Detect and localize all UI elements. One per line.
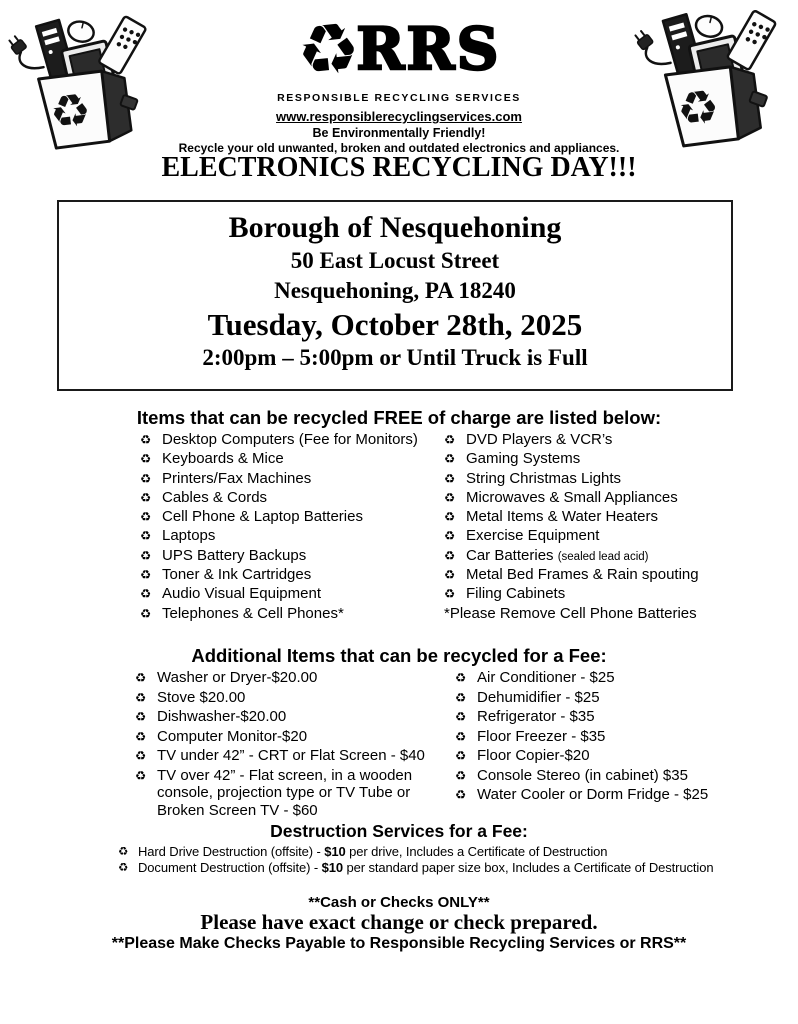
fee-list-item [455,728,785,748]
item-text: Keyboards & Mice [162,450,284,468]
free-items-heading: Items that can be recycled FREE of charge are listed below: [136,407,662,428]
ewaste-bin-icon [628,0,788,152]
recycle-bullet-icon: ♻ [140,605,152,621]
item-text: Dishwasher-$20.00 [157,708,287,725]
event-time: 2:00pm – 5:00pm or Until Truck is Full [202,344,588,370]
free-list-item [444,566,778,585]
event-date: Tuesday, October 28th, 2025 [207,306,583,342]
fee-items-heading: Additional Items that can be recycled for a Fee: [191,645,607,666]
recycle-bullet-icon: ♻ [455,689,467,705]
free-list-item [444,547,778,566]
logo-brand: RRS [356,15,501,84]
recycle-bullet-icon: ♻ [118,844,129,858]
fee-list-item [135,728,447,748]
exact-change-line: Please have exact change or check prepared. [200,910,598,934]
free-list-item [444,450,778,469]
recycle-bullet-icon: ♻ [444,567,456,583]
item-text: String Christmas Lights [466,469,622,487]
recycle-bullet-icon: ♻ [444,432,456,447]
recycle-bullet-icon: ♻ [140,489,152,505]
item-text: Telephones & Cell Phones* [162,604,344,622]
fee-items-right-column [455,669,785,806]
free-list-item [140,450,445,469]
recycle-bullet-icon: ♻ [135,689,147,705]
free-list-item [140,605,445,624]
item-text: Floor Copier-$20 [477,747,590,764]
svg-text:♻: ♻ [46,82,94,141]
item-text: Water Cooler or Dorm Fridge - $25 [477,786,709,803]
recycle-bullet-icon: ♻ [135,748,147,763]
item-text: Computer Monitor-$20 [157,727,308,745]
recycle-bullet-icon: ♻ [140,547,152,563]
item-text: Stove $20.00 [157,688,246,706]
item-text: TV over 42” - Flat screen, in a wooden console, projection type or TV Tube or Broken Screen TV - $60 [157,766,413,819]
item-text: TV under 42” - CRT or Flat Screen - $40 [157,747,425,764]
free-items-left-column [140,431,445,624]
tagline-friendly: Be Environmentally Friendly! [312,126,486,140]
recycle-bullet-icon: ♻ [135,670,147,685]
free-list-item [140,566,445,585]
rrs-logo [150,5,648,95]
free-list-item [140,547,445,566]
fee-list-item [135,708,447,728]
recycle-bullet-icon: ♻ [444,470,456,486]
item-text: Floor Freezer - $35 [477,727,606,745]
ewaste-bin-icon [6,4,154,156]
recycle-bullet-icon: ♻ [444,489,456,505]
recycle-bullet-icon: ♻ [455,787,467,802]
header [150,5,648,155]
fee-list-item [455,767,785,787]
item-text: Metal Bed Frames & Rain spouting [466,566,699,584]
free-list-item [444,489,778,508]
fee-list-item [135,767,447,822]
cell-phone-batteries-footnote: *Please Remove Cell Phone Batteries [444,604,697,622]
recycle-bullet-icon: ♻ [444,528,456,544]
free-list-item [444,431,778,450]
item-text: DVD Players & VCR’s [466,431,613,448]
fee-list-item [455,747,785,767]
recycle-bullet-icon: ♻ [140,528,152,544]
item-text: Toner & Ink Cartridges [162,566,312,584]
item-text: Laptops [162,527,216,545]
item-text: Metal Items & Water Heaters [466,508,658,526]
item-text: Car Batteries (sealed lead acid) [466,546,649,564]
free-list-item [444,508,778,527]
free-list-item [444,470,778,489]
item-text: Desktop Computers (Fee for Monitors) [162,431,418,448]
recycle-bullet-icon: ♻ [140,586,152,602]
free-list-item [140,527,445,546]
free-items-right-column [444,431,778,622]
item-text: Console Stereo (in cabinet) $35 [477,766,688,784]
fee-list-item [135,689,447,709]
fee-list-item [455,708,785,728]
recycle-bullet-icon: ♻ [140,509,152,525]
recycle-bullet-icon: ♻ [135,728,147,744]
destruction-list-item [118,844,782,860]
svg-text:♻: ♻ [674,78,723,138]
ewaste-bin-clipart-left [6,4,154,156]
recycle-bullet-icon: ♻ [455,728,467,744]
fee-list-item [455,669,785,689]
recycle-bullet-icon: ♻ [140,470,152,486]
item-text: Exercise Equipment [466,527,600,545]
recycle-bullet-icon: ♻ [135,767,147,783]
recycle-bullet-icon: ♻ [455,670,467,685]
tagline-recycle: Recycle your old unwanted, broken and outdated electronics and appliances. [178,141,620,155]
recycle-bullet-icon: ♻ [455,748,467,763]
free-list-item [140,431,445,450]
fee-list-item [135,669,447,689]
item-text: Cables & Cords [162,488,268,506]
event-address-city: Nesquehoning, PA 18240 [274,278,516,304]
item-text: Gaming Systems [466,450,581,468]
item-text: Audio Visual Equipment [162,585,321,603]
item-text: Air Conditioner - $25 [477,669,615,686]
website-link[interactable]: www.responsiblerecyclingservices.com [276,109,522,124]
recycle-bullet-icon: ♻ [455,709,467,724]
free-list-item [444,585,778,604]
item-text: Washer or Dryer-$20.00 [157,669,318,686]
cash-checks-only-line: **Cash or Checks ONLY** [308,894,490,911]
recycle-bullet-icon: ♻ [444,547,456,563]
destruction-list [118,844,782,875]
item-text: UPS Battery Backups [162,546,307,564]
checks-payable-line: **Please Make Checks Payable to Responsible Recycling Services or RRS** [111,935,687,952]
free-list-item [140,470,445,489]
event-address-street: 50 East Locust Street [290,248,500,273]
fee-list-item [455,689,785,709]
destruction-list-item [118,860,782,876]
item-text: Cell Phone & Laptop Batteries [162,508,363,526]
item-text: Hard Drive Destruction (offsite) - $10 per drive, Includes a Certificate of Destruction [138,844,608,859]
event-box [57,200,733,391]
item-text: Filing Cabinets [466,585,566,603]
recycle-bullet-icon: ♻ [135,709,147,724]
free-list-item [140,489,445,508]
recycle-bullet-icon: ♻ [455,767,467,783]
recycle-arrows-icon: ♻ [293,5,365,95]
fee-list-item [455,786,785,806]
fee-items-left-column [135,669,447,821]
item-text: Document Destruction (offsite) - $10 per standard paper size box, Includes a Certificate of Destruction [138,859,714,875]
free-list-item [140,508,445,527]
recycle-bullet-icon: ♻ [444,451,456,467]
page-title: ELECTRONICS RECYCLING DAY!!! [161,152,637,183]
fee-list-item [135,747,447,767]
item-text: Dehumidifier - $25 [477,688,600,706]
event-venue: Borough of Nesquehoning [228,211,562,244]
ewaste-bin-clipart-right [628,0,788,152]
recycle-bullet-icon: ♻ [140,567,152,583]
recycle-bullet-icon: ♻ [140,451,152,467]
item-text: Microwaves & Small Appliances [466,488,678,506]
recycle-bullet-icon: ♻ [118,859,129,874]
free-list-item [444,527,778,546]
recycle-bullet-icon: ♻ [140,432,152,447]
item-text: Printers/Fax Machines [162,469,312,487]
item-text: Refrigerator - $35 [477,708,595,725]
logo-subtitle: RESPONSIBLE RECYCLING SERVICES [277,92,521,104]
recycle-bullet-icon: ♻ [444,509,456,525]
recycle-bullet-icon: ♻ [444,586,456,602]
destruction-heading: Destruction Services for a Fee: [270,821,528,841]
free-list-item [140,585,445,604]
